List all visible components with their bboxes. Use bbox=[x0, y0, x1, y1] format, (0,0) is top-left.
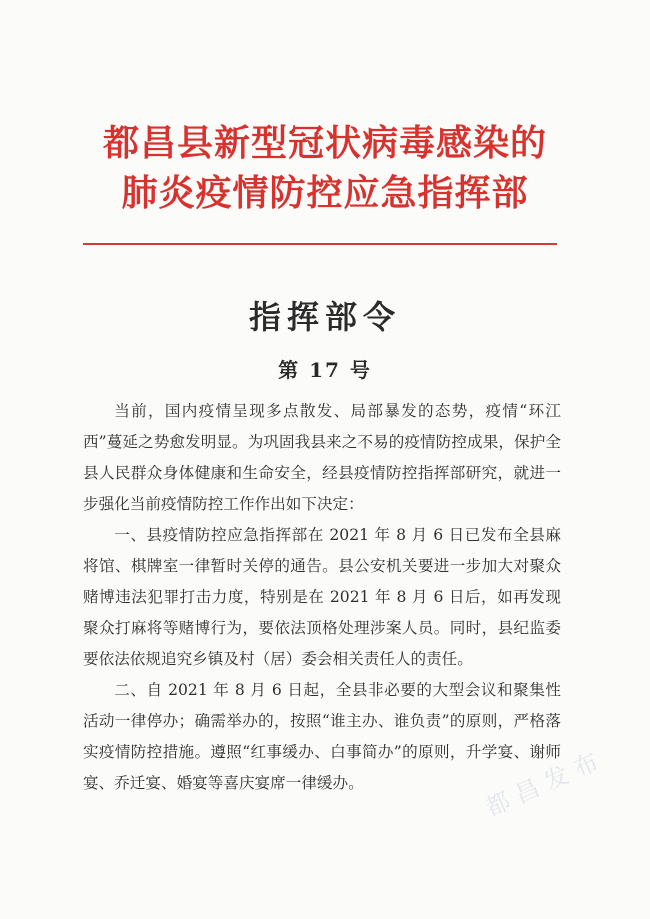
watermark-logo: 都昌发布 bbox=[481, 744, 610, 823]
body-paragraph-item-2: 二、自 2021 年 8 月 6 日起，全县非必要的大型会议和聚集性活动一律停办；确需举办的，按照“谁主办、谁负责”的原则，严格落实疫情防控措施。遵照“红事缓办、白事简办”的原则，升学宴、谢师宴、乔迁宴、婚宴等喜庆宴席一律缓办。 bbox=[83, 681, 561, 792]
issuer-title-line-1: 都昌县新型冠状病毒感染的 bbox=[102, 122, 547, 164]
document-number: 第 17 号 bbox=[278, 358, 372, 382]
red-header-rule bbox=[83, 243, 557, 245]
issuer-title-line-2: 肺炎疫情防控应急指挥部 bbox=[121, 172, 529, 214]
document-title: 指挥部令 bbox=[248, 298, 401, 336]
document-body bbox=[83, 396, 561, 799]
body-paragraph-item-1: 一、县疫情防控应急指挥部在 2021 年 8 月 6 日已发布全县麻将馆、棋牌室一律暂时关停的通告。县公安机关要进一步加大对聚众赌博违法犯罪打击力度，特别是在 2021 年 8 月 6 日后，如再发现聚众打麻将等赌博行为，要依法顶格处理涉案人员。同时，县纪监委要依法依规追究乡镇及村（居）委会相关责任人的责任。 bbox=[83, 526, 561, 668]
body-paragraph-intro: 当前，国内疫情呈现多点散发、局部暴发的态势，疫情“环江西”蔓延之势愈发明显。为巩固我县来之不易的疫情防控成果，保护全县人民群众身体健康和生命安全，经县疫情防控指挥部研究，就进一步强化当前疫情防控工作作出如下决定： bbox=[83, 402, 561, 513]
